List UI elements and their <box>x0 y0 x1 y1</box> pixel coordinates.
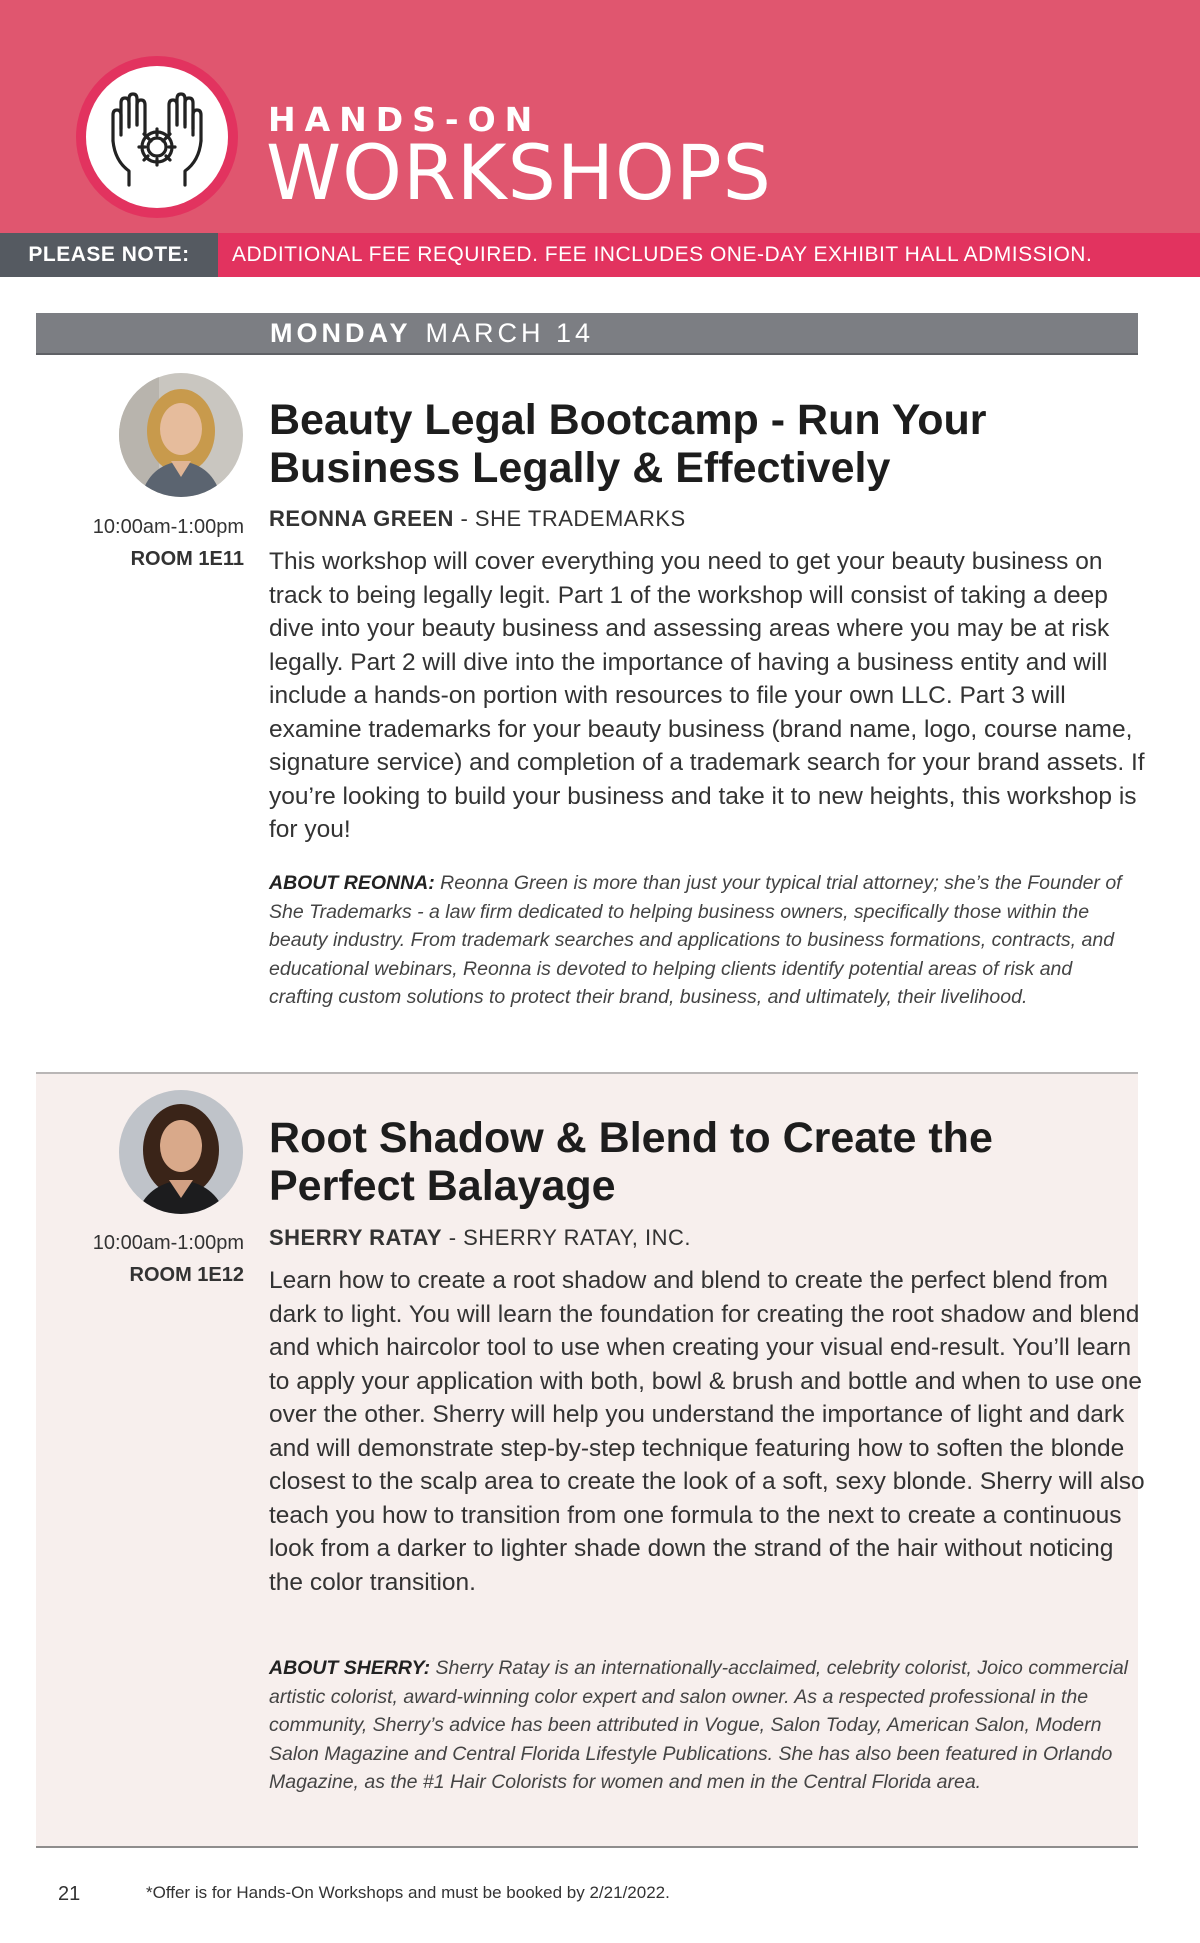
hands-gear-icon <box>99 79 215 195</box>
session-presenter <box>269 1225 691 1251</box>
note-label: PLEASE NOTE: <box>0 233 218 277</box>
session-description: This workshop will cover everything you need to get your beauty business on track to being legally legit. Part 1 of the workshop will consist of taking a deep dive into your beauty business and assessing areas where you may be at risk legally. Part 2 will dive into the importance of having a business entity and will include a hands-on portion with resources to file your own LLC. Part 3 will examine trademarks for your beauty business (brand name, logo, course name, signature service) and completion of a trademark search for your brand assets. If you’re looking to build your business and take it to new heights, this workshop is for you! <box>269 548 1145 843</box>
presenter-bio <box>269 1654 1139 1797</box>
page-number: 21 <box>58 1883 81 1905</box>
header-banner <box>0 0 1200 233</box>
session-presenter <box>269 506 686 532</box>
day-weekday: MONDAY <box>270 317 412 348</box>
presenter-company: - SHERRY RATAY, INC. <box>442 1225 691 1250</box>
header-kicker: HANDS-ON <box>268 100 542 139</box>
presenter-bio <box>269 869 1139 1012</box>
presenter-company: - SHE TRADEMARKS <box>453 506 686 531</box>
bio-label: ABOUT REONNA: <box>269 872 435 894</box>
day-heading <box>36 313 1138 355</box>
bio-text: Reonna Green is more than just your typical trial attorney; she’s the Founder of She Trademarks - a law firm dedicated to helping business owners, specifically those within the beauty industry. From trademark searches and applications to business formations, contracts, and educational webinars, Reonna is devoted to helping clients identify potential areas of risk and crafting custom solutions to protect their brand, business, and ultimately, their livelihood. <box>269 872 1122 1009</box>
presenter-name: REONNA GREEN <box>269 506 454 531</box>
header-title: WORKSHOPS <box>266 128 772 217</box>
session-room: ROOM 1E11 <box>130 548 244 570</box>
session-room: ROOM 1E12 <box>129 1264 244 1286</box>
session-card <box>36 1072 1145 1848</box>
presenter-avatar <box>119 373 243 497</box>
footer-note: *Offer is for Hands-On Workshops and must be booked by 2/21/2022. <box>146 1883 670 1902</box>
workshop-logo <box>76 56 238 218</box>
presenter-avatar <box>119 1090 243 1214</box>
session-card <box>36 356 1145 1072</box>
note-bar <box>0 233 1200 277</box>
day-date: MARCH 14 <box>425 317 595 348</box>
bio-label: ABOUT SHERRY: <box>269 1657 431 1679</box>
session-time: 10:00am-1:00pm <box>92 516 244 538</box>
presenter-name: SHERRY RATAY <box>269 1225 443 1250</box>
session-description: Learn how to create a root shadow and blend to create the perfect blend from dark to light. You will learn the foundation for creating the root shadow and blend and which haircolor tool to use when creating your visual end-result. You’ll learn to apply your application with both, bowl & brush and bottle and when to use one over the other. Sherry will help you understand the importance of light and dark and will demonstrate step-by-step technique featuring how to soften the blonde closest to the scalp area to create the look of a soft, sexy blonde. Sherry will also teach you how to transition from one formula to the next to create a continuous look from a darker to lighter shade down the strand of the hair without noticing the color transition. <box>269 1267 1145 1596</box>
session-time: 10:00am-1:00pm <box>92 1232 244 1254</box>
note-text: ADDITIONAL FEE REQUIRED. FEE INCLUDES ONE-DAY EXHIBIT HALL ADMISSION. <box>218 233 1200 277</box>
bio-text: Sherry Ratay is an internationally-acclaimed, celebrity colorist, Joico commercial artistic colorist, award-winning color expert and salon owner. As a respected professional in the community, Sherry’s advice has been attributed in Vogue, Salon Today, American Salon, Modern Salon Magazine and Central Florida Lifestyle Publications. She has also been featured in Orlando Magazine, as the #1 Hair Colorists for women and men in the Central Florida area. <box>269 1657 1129 1794</box>
session-title: Beauty Legal Bootcamp - Run Your Business Legally & Effectively <box>269 396 987 492</box>
session-title: Root Shadow & Blend to Create the Perfect Balayage <box>269 1114 993 1210</box>
